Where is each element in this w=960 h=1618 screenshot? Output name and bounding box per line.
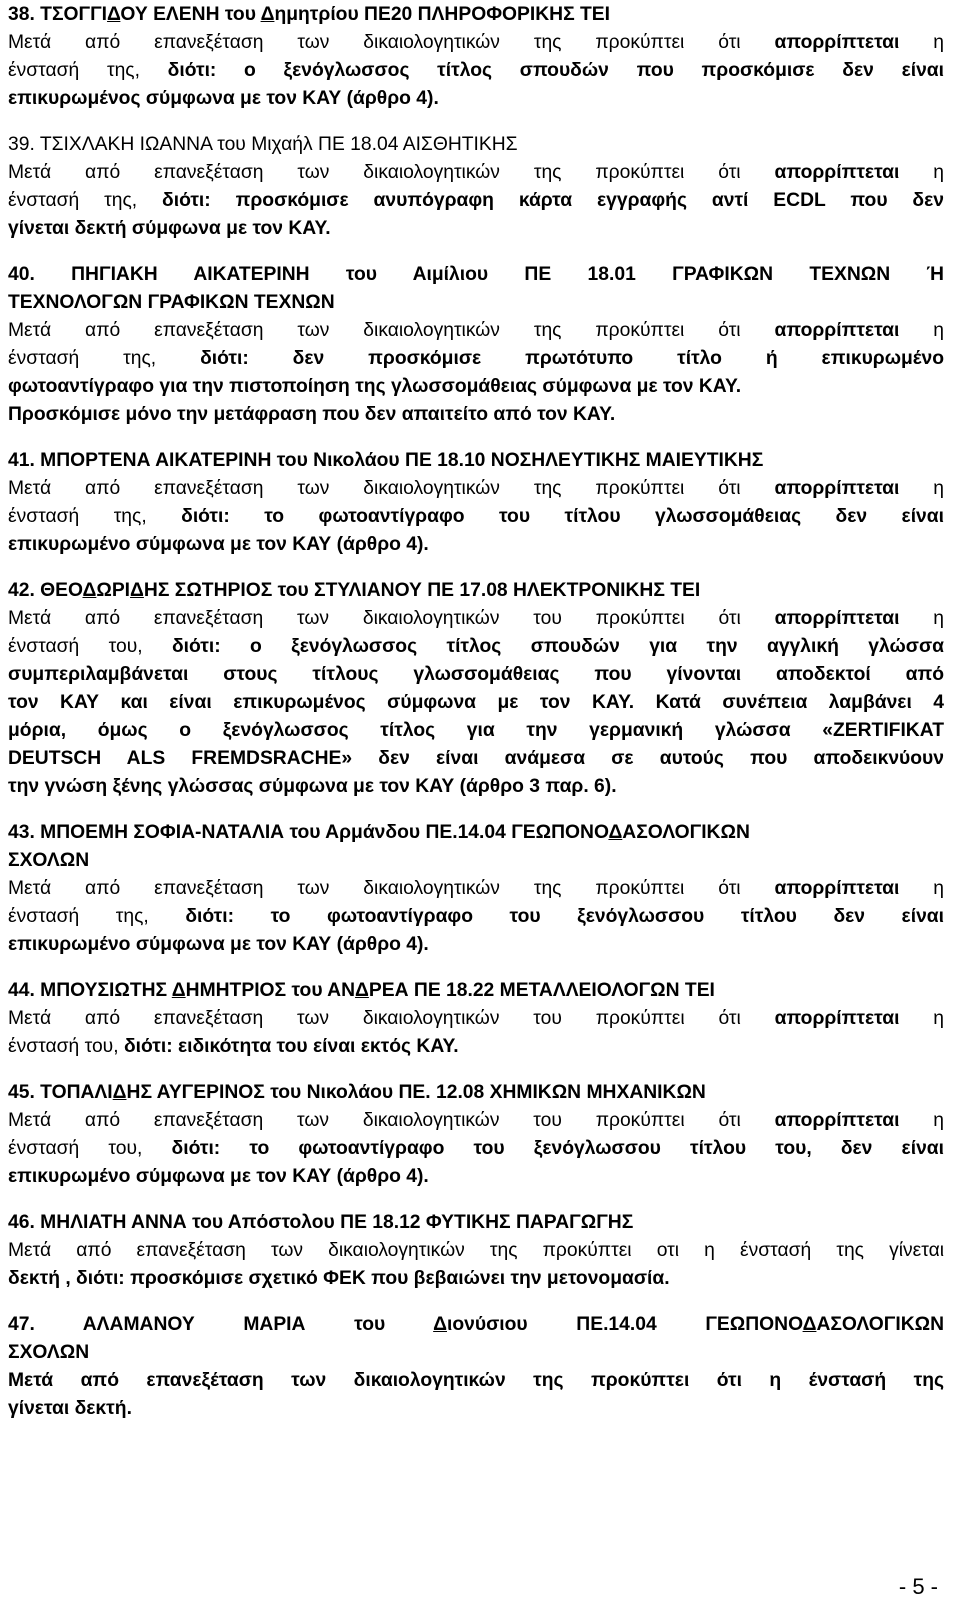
entry-text-line [8,1106,944,1136]
text-run: Δ [107,4,121,25]
entry-text-line [8,288,944,318]
entry-text-line [8,214,944,244]
entry-text-line [8,604,944,634]
entry-text-line [8,28,944,58]
text-run: επικυρωμένος σύμφωνα με τον ΚΑΥ (άρθρο 4). [8,88,439,109]
entry-text-line [8,902,944,932]
text-run: διότι: ο ξενόγλωσσος τίτλος σπουδών που προσκόμισε δεν είναι [167,60,945,81]
text-run: διότι: ο ξενόγλωσσος τίτλος σπουδών για την αγγλική γλώσσα [171,636,944,657]
text-run: Δ [355,980,369,1001]
text-run: επικυρωμένο σύμφωνα με τον ΚΑΥ (άρθρο 4). [8,534,429,555]
text-run: μόρια, όμως ο ξενόγλωσσος τίτλος για την γερμανική γλώσσα «ZERTIFIKAT [8,720,944,741]
text-run: ΑΣΟΛΟΓΙΚΩΝ [622,822,750,843]
text-run: ημητρίου ΠΕ20 ΠΛΗΡΟΦΟΡΙΚΗΣ ΤΕΙ [274,4,611,25]
text-run: επικυρωμένο σύμφωνα με τον ΚΑΥ (άρθρο 4). [8,934,429,955]
entry-heading-line [8,818,944,848]
text-run: 46. ΜΗΛΙΑΤΗ ΑΝΝΑ του Απόστολου ΠΕ 18.12 ΦΥΤΙΚΗΣ ΠΑΡΑΓΩΓΗΣ [8,1212,634,1233]
entry-text-line [8,56,944,86]
entry-text-line [8,1032,944,1062]
text-run: ΣΧΟΛΩΝ [8,1342,90,1363]
text-run: ΩΡΙ [96,580,131,601]
text-run: Μετά από επανεξέταση των δικαιολογητικών του προκύπτει ότι [8,1008,775,1029]
text-run: Δ [802,1314,817,1335]
text-run: ένστασή της, [8,348,201,369]
entry-text-line [8,688,944,718]
text-run: Μετά από επανεξέταση των δικαιολογητικών της προκύπτει ότι η ένστασή της [8,1370,944,1391]
text-run: η [899,878,944,899]
text-run: ΤΣΙΧΛΑΚΗ ΙΩΑΝΝΑ του Μιχαήλ ΠΕ 18.04 ΑΙΣΘΗΤΙΚΗΣ [39,134,518,155]
text-run: 47. ΑΛΑΜΑΝΟΥ ΜΑΡΙΑ του [8,1314,434,1335]
text-run: ένστασή της, [8,190,163,211]
entry-text-line [8,400,944,430]
text-run: Μετά από επανεξέταση των δικαιολογητικών του προκύπτει ότι [8,608,775,629]
entry-text-line [8,316,944,346]
text-run: 42. ΘΕΟ [8,580,83,601]
text-run: ένστασή του, [8,1138,172,1159]
text-run: ένστασή του, [8,1036,124,1057]
text-run: ιονύσιου ΠΕ.14.04 ΓΕΩΠΟΝΟ [447,1314,803,1335]
text-run: φωτοαντίγραφο για την πιστοποίηση της γλωσσομάθειας σύμφωνα με τον ΚΑΥ. [8,376,742,397]
text-run: απορρίπτεται [774,608,900,629]
entry-text-line [8,846,944,876]
text-run: απορρίπτεται [774,32,900,53]
text-run: Δ [171,980,186,1001]
text-run: ΡΕΑ ΠΕ 18.22 ΜΕΤΑΛΛΕΙΟΛΟΓΩΝ ΤΕΙ [368,980,715,1001]
text-run: η [899,32,944,53]
entry-text-line [8,186,944,216]
entry-heading-line [8,576,944,606]
text-run: επικυρωμένο σύμφωνα με τον ΚΑΥ (άρθρο 4). [8,1166,429,1187]
text-run: η [899,608,944,629]
text-run: συμπεριλαμβάνεται στους τίτλους γλωσσομάθειας που γίνονται αποδεκτοί από [8,664,944,685]
text-run: Δ [130,580,144,601]
text-run: Δ [112,1082,127,1103]
text-run: η [899,478,944,499]
entry-heading-line [8,1310,944,1340]
text-run: Μετά από επανεξέταση των δικαιολογητικών της προκύπτει ότι [8,32,775,53]
text-run: διότι: το φωτοαντίγραφο του ξενόγλωσσου τίτλου του, δεν είναι [171,1138,944,1159]
text-run: η [899,162,944,183]
text-run: ένστασή της, [8,60,168,81]
text-run: ΗΣ ΣΩΤΗΡΙΟΣ του ΣΤΥΛΙΑΝΟΥ ΠΕ 17.08 ΗΛΕΚΤΡΟΝΙΚΗΣ ΤΕΙ [143,580,701,601]
text-run: Μετά από επανεξέταση των δικαιολογητικών του προκύπτει ότι [8,1110,775,1131]
text-run: Μετά από επανεξέταση των δικαιολογητικών της προκύπτει ότι [8,478,775,499]
text-run: ΣΧΟΛΩΝ [8,850,90,871]
text-run: 39. [8,134,40,155]
entry-heading-line [8,130,944,160]
text-run: Δ [260,4,275,25]
text-run: Προσκόμισε μόνο την μετάφραση που δεν απαιτείτο από τον ΚΑΥ. [8,404,616,425]
text-run: DEUTSCH ALS FREMDSRACHE» δεν είναι ανάμεσα σε αυτούς που αποδεικνύουν [8,748,944,769]
text-run: ένστασή του, [8,636,172,657]
text-run: ένστασή της, [8,906,186,927]
text-run: διότι: προσκόμισε ανυπόγραφη κάρτα εγγραφής αντί ECDL που δεν [162,190,945,211]
text-run: διότι: το φωτοαντίγραφο του τίτλου γλωσσομάθειας δεν είναι [181,506,944,527]
text-run: διότι: ειδικότητα του είναι εκτός ΚΑΥ. [123,1036,459,1057]
entry-text-line [8,1366,944,1396]
text-run: Μετά από επανεξέταση των δικαιολογητικών της προκύπτει ότι [8,162,775,183]
text-run: η [899,320,944,341]
text-run: η [899,1008,944,1029]
text-run: Μετά από επανεξέταση των δικαιολογητικών της προκύπτει ότι [8,320,775,341]
text-run: Μετά από επανεξέταση των δικαιολογητικών της προκύπτει οτι η ένστασή της γίνεται [8,1240,944,1261]
entry-text-line [8,632,944,662]
entry-heading-line [8,976,944,1006]
text-run: γίνεται δεκτή σύμφωνα με τον ΚΑΥ. [8,218,331,239]
text-run: γίνεται δεκτή. [8,1398,132,1419]
entry-text-line [8,1162,944,1192]
entry-text-line [8,772,944,802]
entry-heading-line [8,0,944,30]
text-run: διότι: το φωτοαντίγραφο του ξενόγλωσσου τίτλου δεν είναι [185,906,945,927]
text-run: η [899,1110,944,1131]
text-run: απορρίπτεται [774,1110,900,1131]
text-run: ΑΣΟΛΟΓΙΚΩΝ [816,1314,945,1335]
text-run: ΟΥ ΕΛΕΝΗ του [120,4,261,25]
entry-text-line [8,84,944,114]
entry-text-line [8,344,944,374]
text-run: απορρίπτεται [774,162,900,183]
text-run: 43. ΜΠΟΕΜΗ ΣΟΦΙΑ-ΝΑΤΑΛΙΑ του Αρμάνδου ΠΕ.14.04 ΓΕΩΠΟΝΟ [8,822,609,843]
entry-text-line [8,1264,944,1294]
entry-text-line [8,1394,944,1424]
entry-text-line [8,1134,944,1164]
text-run: 44. ΜΠΟΥΣΙΩΤΗΣ [8,980,172,1001]
text-run: ΗΣ ΑΥΓΕΡΙΝΟΣ του Νικολάου ΠΕ. 12.08 ΧΗΜΙΚΩΝ ΜΗΧΑΝΙΚΩΝ [126,1082,706,1103]
text-run: απορρίπτεται [774,878,900,899]
entry-text-line [8,744,944,774]
entry-text-line [8,660,944,690]
entry-heading-line [8,1078,944,1108]
text-run: 45. ΤΟΠΑΛΙ [8,1082,113,1103]
text-run: τον ΚΑΥ και είναι επικυρωμένος σύμφωνα με τον ΚΑΥ. Κατά συνέπεια λαμβάνει 4 [8,692,944,713]
page-number: - 5 - [898,1574,938,1599]
entry-heading-line [8,446,944,476]
text-run: Δ [433,1314,447,1335]
entry-text-line [8,874,944,904]
entry-text-line [8,372,944,402]
entry-text-line [8,1236,944,1266]
text-run: ΤΕΧΝΟΛΟΓΩΝ ΓΡΑΦΙΚΩΝ ΤΕΧΝΩΝ [8,292,335,313]
text-run: απορρίπτεται [774,1008,900,1029]
entry-text-line [8,474,944,504]
text-run: Μετά από επανεξέταση των δικαιολογητικών της προκύπτει ότι [8,878,775,899]
entry-text-line [8,502,944,532]
text-run: ΗΜΗΤΡΙΟΣ του ΑΝ [185,980,356,1001]
entry-text-line [8,530,944,560]
text-run: ένστασή της, [8,506,182,527]
entry-heading-line [8,260,944,290]
text-run: απορρίπτεται [774,320,900,341]
text-run: 38. ΤΣΟΓΓΙ [8,4,108,25]
text-run: δεκτή , διότι: προσκόμισε σχετικό ΦΕΚ που βεβαιώνει την μετονομασία. [8,1268,670,1289]
entry-text-line [8,158,944,188]
text-run: Δ [82,580,97,601]
entry-text-line [8,930,944,960]
text-run: 41. ΜΠΟΡΤΕΝΑ ΑΙΚΑΤΕΡΙΝΗ του Νικολάου ΠΕ 18.10 ΝΟΣΗΛΕΥΤΙΚΗΣ ΜΑΙΕΥΤΙΚΗΣ [8,450,764,471]
text-run: 40. ΠΗΓΙΑΚΗ ΑΙΚΑΤΕΡΙΝΗ του Αιμίλιου ΠΕ 18.01 ΓΡΑΦΙΚΩΝ ΤΕΧΝΩΝ Ή [8,264,944,285]
entry-heading-line [8,1208,944,1238]
text-run: διότι: δεν προσκόμισε πρωτότυπο τίτλο ή επικυρωμένο [200,348,944,369]
entry-text-line [8,1338,944,1368]
text-run: Δ [608,822,623,843]
entry-text-line [8,1004,944,1034]
entry-text-line [8,716,944,746]
text-run: την γνώση ξένης γλώσσας σύμφωνα με τον ΚΑΥ (άρθρο 3 παρ. 6). [8,776,617,797]
text-run: απορρίπτεται [774,478,900,499]
